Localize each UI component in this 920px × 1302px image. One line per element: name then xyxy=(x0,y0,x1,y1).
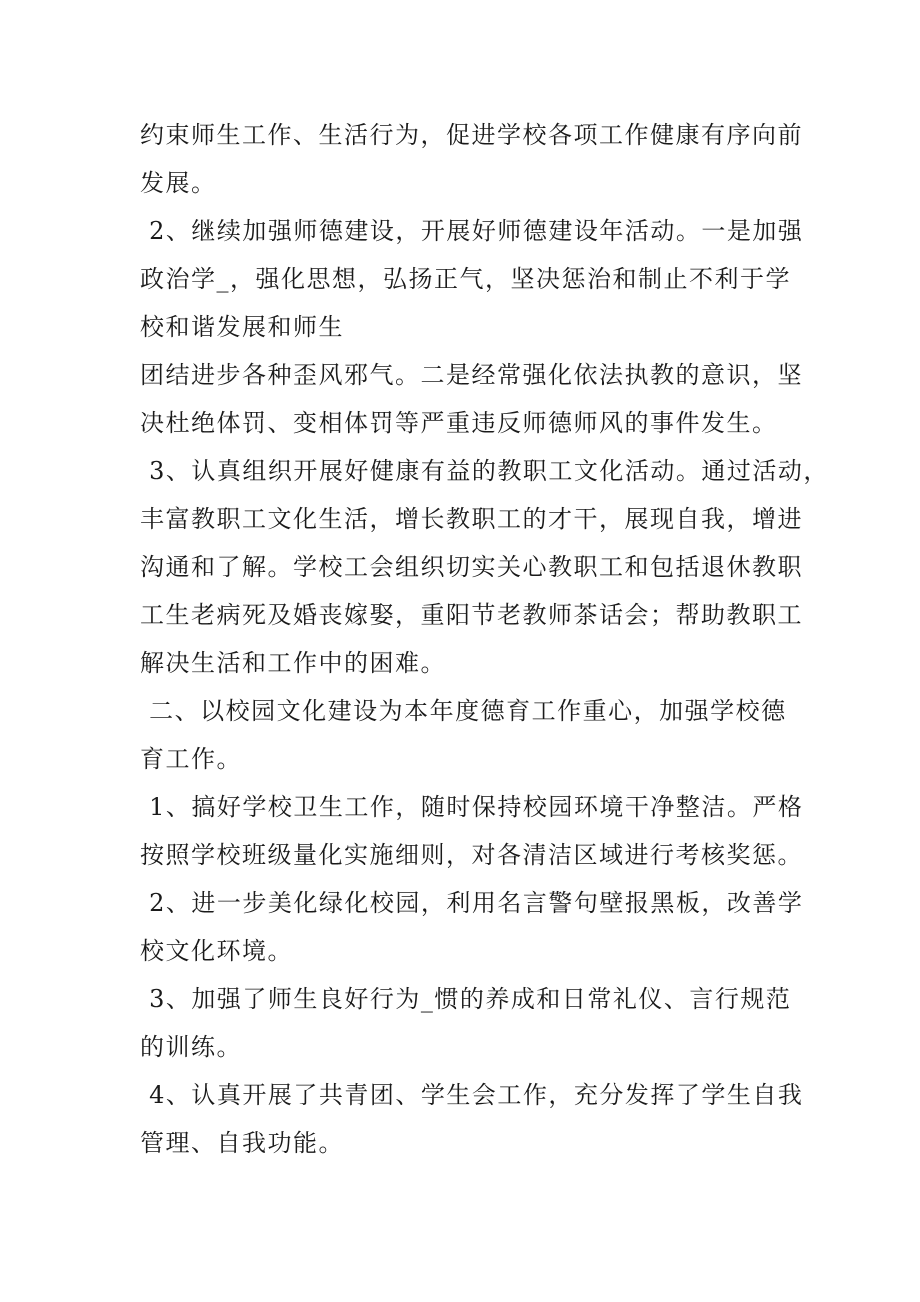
text-line: 的训练。 xyxy=(140,1033,242,1061)
text-line: 丰富教职工文化生活，增长教职工的才干，展现自我，增进 xyxy=(140,505,803,533)
text-line: 2、进一步美化绿化校园，利用名言警句壁报黑板，改善学 xyxy=(140,889,804,917)
text-line: 校和谐发展和师生 xyxy=(140,313,344,341)
text-line: 育工作。 xyxy=(140,745,242,773)
text-line: 2、继续加强师德建设，开展好师德建设年活动。一是加强 xyxy=(140,217,804,245)
text-line: 3、加强了师生良好行为_惯的养成和日常礼仪、言行规范 xyxy=(140,985,792,1013)
text-line: 决杜绝体罚、变相体罚等严重违反师德师风的事件发生。 xyxy=(140,409,778,437)
text-line: 工生老病死及婚丧嫁娶，重阳节老教师茶话会；帮助教职工 xyxy=(140,601,803,629)
text-line: 约束师生工作、生活行为，促进学校各项工作健康有序向前 xyxy=(140,121,803,149)
text-line: 团结进步各种歪风邪气。二是经常强化依法执教的意识，坚 xyxy=(140,361,803,389)
text-line: 政治学_，强化思想，弘扬正气，坚决惩治和制止不利于学 xyxy=(140,265,791,293)
text-line: 3、认真组织开展好健康有益的教职工文化活动。通过活动， xyxy=(140,457,829,485)
text-line: 校文化环境。 xyxy=(140,937,293,965)
text-line: 4、认真开展了共青团、学生会工作，充分发挥了学生自我 xyxy=(140,1081,804,1109)
text-line: 按照学校班级量化实施细则，对各清洁区域进行考核奖惩。 xyxy=(140,841,803,869)
text-line: 1、搞好学校卫生工作，随时保持校园环境干净整洁。严格 xyxy=(140,793,804,821)
text-line: 解决生活和工作中的困难。 xyxy=(140,649,446,677)
text-line: 沟通和了解。学校工会组织切实关心教职工和包括退休教职 xyxy=(140,553,803,581)
text-line: 管理、自我功能。 xyxy=(140,1129,344,1157)
text-line: 发展。 xyxy=(140,169,217,197)
document-body xyxy=(140,111,829,1167)
text-line: 二、以校园文化建设为本年度德育工作重心，加强学校德 xyxy=(140,697,787,725)
